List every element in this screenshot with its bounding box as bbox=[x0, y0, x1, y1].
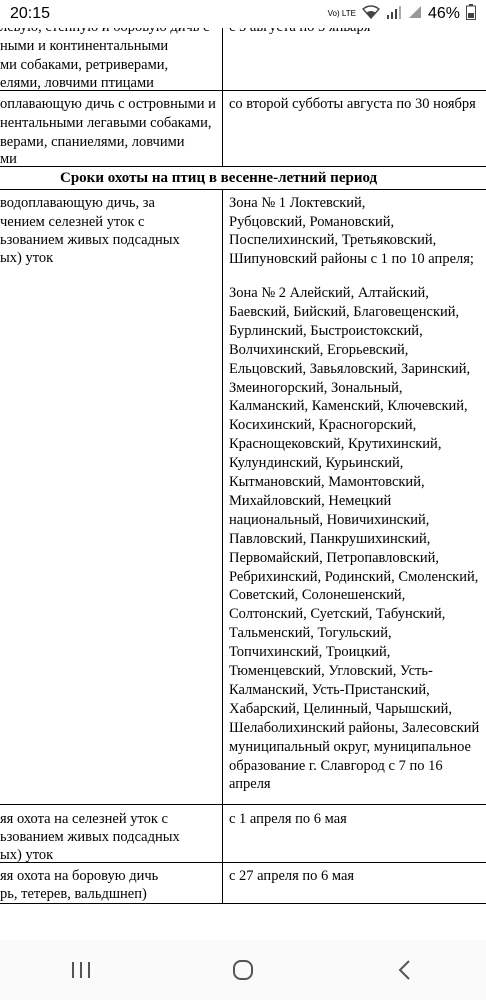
zone2-line: Топчихинский, Троицкий, bbox=[229, 644, 391, 661]
spring-left-line-3: ьзованием живых подсадных bbox=[0, 232, 180, 248]
zone2-line: Калманский, Каменский, Ключевский, bbox=[229, 398, 468, 415]
signal-icon-secondary bbox=[408, 5, 422, 24]
volte-indicator: Vo) LTE bbox=[327, 9, 356, 18]
zone2-line: Бурлинский, Быстроистокский, bbox=[229, 322, 423, 339]
back-button[interactable] bbox=[365, 950, 445, 990]
table-row-divider bbox=[0, 189, 486, 190]
row1-left-line-4: елями, ловчими птицами bbox=[0, 75, 154, 91]
zone2-line: Змеиногорский, Зональный, bbox=[229, 379, 403, 396]
row-bottom1-left-line-3: ых) уток bbox=[0, 847, 54, 863]
row2-left-line-1: оплавающую дичь с островными и bbox=[0, 96, 216, 112]
zone2-line: Павловский, Панкрушихинский, bbox=[229, 530, 431, 547]
table-row-divider bbox=[0, 166, 486, 167]
zone2-line: Тальменский, Тогульский, bbox=[229, 625, 392, 642]
row-bottom2-left-line-2: рь, тетерев, вальдшнеп) bbox=[0, 886, 147, 902]
row-bottom1-left-line-2: ьзованием живых подсадных bbox=[0, 829, 180, 845]
spring-left-line-2: чением селезней уток с bbox=[0, 214, 145, 230]
zone2-line: Кытмановский, Мамонтовский, bbox=[229, 474, 425, 490]
zone2-line: образование г. Славгород с 7 по 16 bbox=[229, 757, 443, 774]
signal-icon bbox=[386, 5, 402, 24]
zone1-line: Шипуновский районы с 1 по 10 апреля; bbox=[229, 250, 474, 267]
row1-left-line-2: ными и континентальными bbox=[0, 38, 169, 54]
row2-left-line-4: ми bbox=[0, 151, 17, 167]
row2-left-line-2: нентальными легавыми собаками, bbox=[0, 115, 212, 131]
zone2-line: Первомайский, Петропавловский, bbox=[229, 549, 440, 566]
row2-left-line-3: верами, спаниелями, ловчими bbox=[0, 134, 185, 150]
battery-level: 46% bbox=[427, 5, 460, 22]
spring-left-line-1: водоплавающую дичь, за bbox=[0, 195, 155, 211]
row-bottom1-right-text: с 1 апреля по 6 мая bbox=[229, 811, 347, 827]
zone2-line: Солтонский, Суетский, Табунский, bbox=[229, 606, 446, 623]
home-button[interactable] bbox=[203, 950, 283, 990]
zone2-line: Шелаболихинский районы, Залесовский bbox=[229, 719, 480, 736]
table-column-divider bbox=[222, 189, 223, 903]
recent-apps-button[interactable] bbox=[41, 950, 121, 990]
zone2-line: Зона № 2 Алейский, Алтайский, bbox=[229, 285, 429, 301]
zone2-line: Советский, Солонешенский, bbox=[229, 587, 406, 604]
zone2-line: Михайловский, Немецкий bbox=[229, 492, 392, 509]
zone2-line: апреля bbox=[229, 776, 271, 793]
zone2-line: Косихинский, Красногорский, bbox=[229, 417, 417, 434]
navigation-bar bbox=[0, 940, 486, 1000]
zone1-line: Поспелихинский, Третьяковский, bbox=[229, 232, 437, 249]
zone2-line: Краснощековский, Крутихинский, bbox=[229, 436, 442, 453]
back-icon bbox=[397, 959, 413, 981]
zone2-line: Тюменцевский, Угловский, Усть- bbox=[229, 663, 433, 679]
status-bar bbox=[0, 0, 486, 28]
zone2-line: Волчихинский, Егорьевский, bbox=[229, 341, 409, 358]
zone2-line: муниципальный округ, муниципальное bbox=[229, 738, 471, 755]
zone2-line: Ребрихинский, Родинский, Смоленский, bbox=[229, 568, 479, 585]
spring-left-line-4: ых) уток bbox=[0, 250, 54, 266]
recent-apps-icon bbox=[70, 961, 92, 979]
row-bottom2-left-line-1: яя охота на боровую дичь bbox=[0, 868, 159, 884]
zone2-line: Ельцовский, Завьяловский, Заринский, bbox=[229, 360, 471, 377]
zone2-line: Калманский, Усть-Пристанский, bbox=[229, 681, 430, 698]
section-heading: Сроки охоты на птиц в весенне-летний период bbox=[60, 170, 378, 186]
table-row-divider bbox=[0, 804, 486, 805]
home-icon bbox=[231, 958, 255, 982]
zone2-line: Кулундинский, Курьинский, bbox=[229, 455, 404, 472]
row-bottom1-left-line-1: яя охота на селезней уток с bbox=[0, 811, 168, 827]
battery-icon bbox=[466, 4, 476, 25]
row2-right-text: со второй субботы августа по 30 ноября bbox=[229, 96, 476, 112]
row1-left-line-3: ми собаками, ретриверами, bbox=[0, 57, 169, 73]
table-row-divider bbox=[0, 862, 486, 863]
zone2-line: национальный, Новичихинский, bbox=[229, 511, 430, 528]
zone1-line: Зона № 1 Локтевский, bbox=[229, 195, 366, 211]
wifi-icon bbox=[362, 5, 380, 24]
clock: 20:15 bbox=[10, 5, 51, 22]
zone2-line: Хабарский, Целинный, Чарышский, bbox=[229, 700, 453, 717]
zone2-line: Баевский, Бийский, Благовещенский, bbox=[229, 303, 460, 320]
zone1-line: Рубцовский, Романовский, bbox=[229, 213, 395, 230]
row-bottom2-right-text: с 27 апреля по 6 мая bbox=[229, 868, 355, 884]
